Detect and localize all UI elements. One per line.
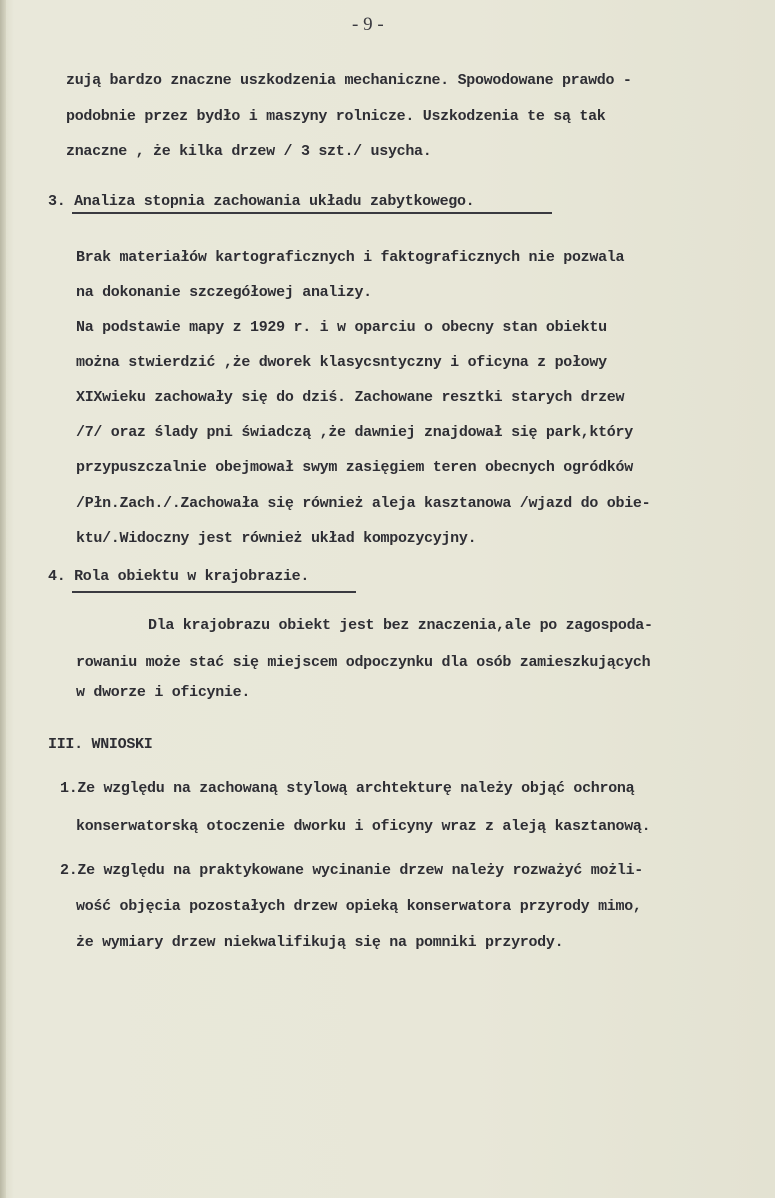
text-line-12: /Płn.Zach./.Zachowała się również aleja kasztanowa /wjazd do obie- [76, 495, 651, 512]
text-line-20: konserwatorską otoczenie dworku i oficyny wraz z aleją kasztanową. [76, 818, 651, 835]
page-number: - 9 - [352, 14, 384, 35]
text-line-21: 2.Ze względu na praktykowane wycinanie drzew należy rozważyć możli- [60, 862, 643, 879]
section-heading-3-underline [72, 212, 552, 214]
text-line-19: 1.Ze względu na zachowaną stylową archtekturę należy objąć ochroną [60, 780, 635, 797]
text-line-10: /7/ oraz ślady pni świadczą ,że dawniej znajdował się park,który [76, 424, 633, 441]
text-line-8: można stwierdzić ,że dworek klasycsntyczny i oficyna z połowy [76, 354, 607, 371]
text-line-23: że wymiary drzew niekwalifikują się na pomniki przyrody. [76, 934, 564, 951]
section-heading-4: 4. Rola obiektu w krajobrazie. [48, 568, 310, 585]
section-heading-3: 3. Analiza stopnia zachowania układu zabytkowego. [48, 193, 475, 210]
text-line-11: przypuszczalnie obejmował swym zasięgiem teren obecnych ogródków [76, 459, 633, 476]
text-line-9: XIXwieku zachowały się do dziś. Zachowane resztki starych drzew [76, 389, 625, 406]
text-line-7: Na podstawie mapy z 1929 r. i w oparciu o obecny stan obiektu [76, 319, 607, 336]
text-line-15: Dla krajobrazu obiekt jest bez znaczenia,ale po zagospoda- [148, 617, 653, 634]
text-line-16: rowaniu może stać się miejscem odpoczynku dla osób zamieszkujących [76, 654, 651, 671]
paper-edge [0, 0, 6, 1198]
text-line-22: wość objęcia pozostałych drzew opieką konserwatora przyrody mimo, [76, 898, 642, 915]
text-line-6: na dokonanie szczegółowej analizy. [76, 284, 372, 301]
section-heading-4-underline [72, 591, 356, 593]
text-line-13: ktu/.Widoczny jest również układ kompozycyjny. [76, 530, 477, 547]
text-line-2: podobnie przez bydło i maszyny rolnicze. Uszkodzenia te są tak [66, 108, 606, 125]
text-line-5: Brak materiałów kartograficznych i faktograficznych nie pozwala [76, 249, 625, 266]
text-line-17: w dworze i oficynie. [76, 684, 251, 701]
text-line-1: zują bardzo znaczne uszkodzenia mechaniczne. Spowodowane prawdo - [66, 72, 632, 89]
section-heading-conclusions: III. WNIOSKI [48, 736, 153, 753]
text-line-3: znaczne , że kilka drzew / 3 szt./ usycha. [66, 143, 432, 160]
